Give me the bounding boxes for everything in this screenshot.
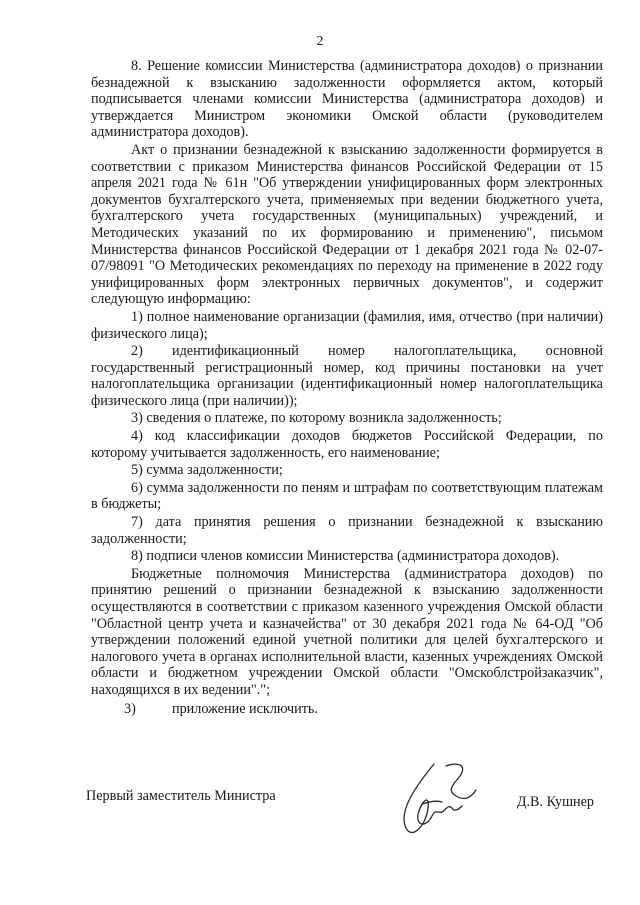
signer-name: Д.В. Кушнер [516,794,594,810]
paragraph: Бюджетные полномочия Министерства (администратора доходов) по принятию решений о признании безнадежной к взысканию задолженности осуществляются в соответствии с приказом казенного учреждения Омской области "Областной центр учета и казначейства" от 30 декабря 2021 года № 64-ОД "Об утверждении положений единой учетной политики для целей бухгалтерского и налогового учета в органах исполнительной власти, казенных учреждениях Омской области и бюджетном учреждении Омской области "Омскоблстройзаказчик", находящихся в их ведении"."; [91,565,603,698]
signer-title: Первый заместитель Министра [86,788,276,804]
page-number: 2 [316,34,324,49]
document-body [91,58,603,717]
amendment-text: приложение исключить. [172,700,318,717]
list-item: 7) дата принятия решения о признании безнадежной к взысканию задолженности; [91,514,603,547]
amendment-item [91,701,603,718]
paragraph: 8. Решение комиссии Министерства (администратора доходов) о признании безнадежной к взысканию задолженности оформляется актом, который подписывается членами комиссии Министерства (администратора доходов) и утверждается Министром экономики Омской области (руководителем администратора доходов). [91,58,603,141]
amendment-number: 3) [124,700,136,717]
list-item: 6) сумма задолженности по пеням и штрафам по соответствующим платежам в бюджеты; [91,479,603,513]
list-item: 8) подписи членов комиссии Министерства (администратора доходов). [131,548,560,565]
list-item: 4) код классификации доходов бюджетов Российской Федерации, по которому учитывается задолженность, его наименование; [91,428,603,461]
list-item: 5) сумма задолженности; [131,462,283,479]
list-item: 3) сведения о платеже, по которому возникла задолженность; [131,410,502,427]
handwritten-signature [376,756,486,846]
signature-block [86,788,606,848]
list-item: 1) полное наименование организации (фамилия, имя, отчество (при наличии) физического лица); [91,308,603,342]
list-item: 2) идентификационный номер налогоплательщика, основной государственный регистрационный номер, код причины постановки на учет налогоплательщика организации (идентификационный номер налогоплательщика физического лица (при наличии)); [91,343,603,409]
paragraph: Акт о признании безнадежной к взысканию задолженности формируется в соответствии с приказом Министерства финансов Российской Федерации от 15 апреля 2021 года № 61н "Об утверждении унифицированных форм электронных документов бухгалтерского учета, применяемых при ведении бюджетного учета, бухгалтерского учета государственных (муниципальных) учреждений, и Методических указаний по их формированию и применению", письмом Министерства финансов Российской Федерации от 1 декабря 2021 года № 02-07-07/98091 "О Методических рекомендациях по переходу на применение в 2022 году унифицированных форм электронных первичных документов", и содержит следующую информацию: [91,141,603,308]
